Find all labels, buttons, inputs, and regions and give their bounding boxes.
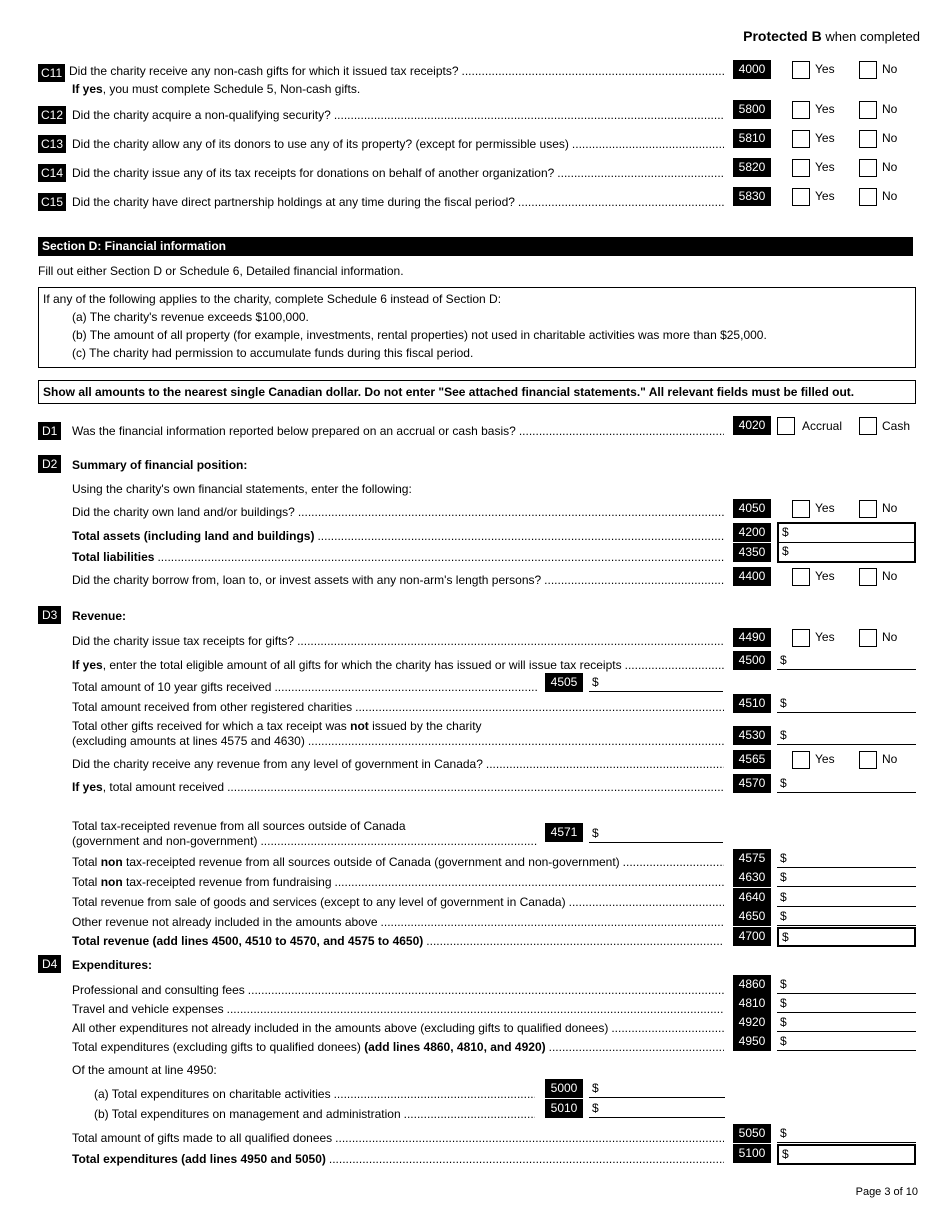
line-code-4510: 4510 (733, 694, 771, 713)
c13-yes-checkbox[interactable] (792, 130, 810, 148)
final-total-expenditures-input[interactable]: $ (777, 1144, 916, 1165)
other-gifts-line2: (excluding amounts at lines 4575 and 4630) ..... (72, 734, 724, 748)
yes-label: Yes (815, 102, 835, 116)
outside-canada-input[interactable]: $ (589, 825, 723, 843)
total-liabilities-input[interactable]: $ (777, 543, 916, 563)
section-d-title: Section D: Financial information (38, 237, 913, 256)
schedule-6-notice-box (38, 287, 916, 368)
other-gifts-input[interactable]: $ (777, 727, 916, 745)
line-code-4570: 4570 (733, 774, 771, 793)
receipts-question: Did the charity issue tax receipts for gifts? ..... (72, 634, 724, 648)
line-code-4505: 4505 (545, 673, 583, 692)
charitable-activities-input[interactable]: $ (589, 1080, 725, 1098)
outside-canada-line1: Total tax-receipted revenue from all sources outside of Canada (72, 819, 406, 833)
line-code-5800: 5800 (733, 100, 771, 119)
line-code-4950: 4950 (733, 1032, 771, 1051)
line-code-5010: 5010 (545, 1099, 583, 1118)
receipts-yes-checkbox[interactable] (792, 629, 810, 647)
d2-title: Summary of financial position: (72, 458, 248, 472)
line-code-4350: 4350 (733, 543, 771, 562)
government-no-checkbox[interactable] (859, 751, 877, 769)
all-other-expenditures-input[interactable]: $ (777, 1014, 916, 1032)
d2-intro: Using the charity's own financial statements, enter the following: (72, 482, 412, 496)
line-code-5810: 5810 (733, 129, 771, 148)
c14-yes-checkbox[interactable] (792, 159, 810, 177)
line-code-5830: 5830 (733, 187, 771, 206)
registered-charities-input[interactable]: $ (777, 695, 916, 713)
line-code-4575: 4575 (733, 849, 771, 868)
government-yes-checkbox[interactable] (792, 751, 810, 769)
c11-note: If yes, you must complete Schedule 5, Non-cash gifts. (72, 82, 361, 96)
yes-label: Yes (815, 569, 835, 583)
question-tag-d2: D2 (38, 455, 61, 473)
question-tag-c12: C12 (38, 106, 66, 124)
fundraising-input[interactable]: $ (777, 869, 916, 887)
sale-of-goods-input[interactable]: $ (777, 889, 916, 907)
c15-yes-checkbox[interactable] (792, 188, 810, 206)
page-number: Page 3 of 10 (855, 1186, 918, 1198)
c11-no-checkbox[interactable] (859, 61, 877, 79)
no-label: No (882, 569, 898, 583)
government-amount-input[interactable]: $ (777, 775, 916, 793)
ten-year-gifts-input[interactable]: $ (589, 674, 723, 692)
total-revenue-label: Total revenue (add lines 4500, 4510 to 4570, and 4575 to 4650) ..... (72, 934, 724, 948)
eligible-gifts-label: If yes, enter the total eligible amount of all gifts for which the charity has issued or will issue tax receipts ..... (72, 658, 724, 672)
line-code-4640: 4640 (733, 888, 771, 907)
land-yes-checkbox[interactable] (792, 500, 810, 518)
no-label: No (882, 501, 898, 515)
yes-label: Yes (815, 160, 835, 174)
government-amount-label: If yes, total amount received ..... (72, 780, 724, 794)
question-tag-c14: C14 (38, 164, 66, 182)
no-label: No (882, 160, 898, 174)
line-code-5100: 5100 (733, 1144, 771, 1163)
c15-no-checkbox[interactable] (859, 188, 877, 206)
registered-charities-label: Total amount received from other registered charities ..... (72, 700, 724, 714)
yes-label: Yes (815, 131, 835, 145)
line-code-4400: 4400 (733, 567, 771, 586)
no-label: No (882, 102, 898, 116)
line-code-4860: 4860 (733, 975, 771, 994)
receipts-no-checkbox[interactable] (859, 629, 877, 647)
c12-no-checkbox[interactable] (859, 101, 877, 119)
all-other-expenditures-label: All other expenditures not already included in the amounts above (excluding gifts to qualified donees) ..... (72, 1021, 724, 1035)
total-expenditures-label: Total expenditures (excluding gifts to qualified donees) (add lines 4860, 4810, and 4920) ..... (72, 1040, 724, 1054)
charitable-activities-label: (a) Total expenditures on charitable activities ..... (94, 1087, 535, 1101)
yes-label: Yes (815, 752, 835, 766)
yes-label: Yes (815, 630, 835, 644)
question-c13: Did the charity allow any of its donors to use any of its property? (except for permissible uses) ..... (72, 137, 724, 151)
travel-expenses-input[interactable]: $ (777, 995, 916, 1013)
no-label: No (882, 131, 898, 145)
other-gifts-line1: Total other gifts received for which a tax receipt was not issued by the charity (72, 719, 482, 733)
total-expenditures-input[interactable]: $ (777, 1033, 916, 1051)
borrow-no-checkbox[interactable] (859, 568, 877, 586)
yes-label: Yes (815, 189, 835, 203)
final-total-expenditures-label: Total expenditures (add lines 4950 and 5050) ..... (72, 1152, 724, 1166)
of-amount-line-4950: Of the amount at line 4950: (72, 1063, 217, 1077)
question-c12: Did the charity acquire a non-qualifying security? ..... (72, 108, 724, 122)
line-code-4200: 4200 (733, 523, 771, 542)
total-liabilities-label: Total liabilities ..... (72, 550, 724, 564)
other-revenue-input[interactable]: $ (777, 908, 916, 926)
cash-label: Cash (882, 419, 911, 433)
line-code-4810: 4810 (733, 994, 771, 1013)
question-tag-d1: D1 (38, 422, 61, 440)
ten-year-gifts-label: Total amount of 10 year gifts received ..... (72, 680, 538, 694)
c12-yes-checkbox[interactable] (792, 101, 810, 119)
line-code-4650: 4650 (733, 907, 771, 926)
eligible-gifts-input[interactable]: $ (777, 652, 916, 670)
line-code-4000: 4000 (733, 60, 771, 79)
accrual-label: Accrual (802, 419, 843, 433)
question-c15: Did the charity have direct partnership holdings at any time during the fiscal period? ..... (72, 195, 724, 209)
d3-title: Revenue: (72, 609, 127, 623)
management-admin-label: (b) Total expenditures on management and administration ..... (94, 1107, 535, 1121)
no-label: No (882, 752, 898, 766)
outside-canada-line2: (government and non-government) ..... (72, 834, 538, 848)
protected-b-label: Protected B when completed (743, 28, 920, 44)
question-tag-c11: C11 (38, 64, 65, 82)
gifts-qualified-donees-input[interactable]: $ (777, 1125, 916, 1143)
line-code-4630: 4630 (733, 868, 771, 887)
question-tag-d4: D4 (38, 955, 61, 973)
line-code-5000: 5000 (545, 1079, 583, 1098)
non-tax-receipted-outside-input[interactable]: $ (777, 850, 916, 868)
government-revenue-question: Did the charity receive any revenue from any level of government in Canada? ..... (72, 757, 724, 771)
question-tag-d3: D3 (38, 606, 61, 624)
professional-fees-label: Professional and consulting fees ..... (72, 983, 724, 997)
question-c14: Did the charity issue any of its tax receipts for donations on behalf of another organization? ..... (72, 166, 724, 180)
line-code-4020: 4020 (733, 416, 771, 435)
d4-title: Expenditures: (72, 958, 153, 972)
amounts-notice: Show all amounts to the nearest single Canadian dollar. Do not enter "See attached financial statements." All relevant fields must be filled out. (38, 380, 916, 404)
yes-label: Yes (815, 62, 835, 76)
line-code-4050: 4050 (733, 499, 771, 518)
line-code-5050: 5050 (733, 1124, 771, 1143)
other-revenue-label: Other revenue not already included in the amounts above ..... (72, 915, 724, 929)
box-item-a: (a) The charity's revenue exceeds $100,000. (72, 310, 309, 324)
line-code-4530: 4530 (733, 726, 771, 745)
box-lead: If any of the following applies to the charity, complete Schedule 6 instead of Section D: (43, 292, 502, 306)
c11-yes-checkbox[interactable] (792, 61, 810, 79)
c14-no-checkbox[interactable] (859, 159, 877, 177)
borrow-question: Did the charity borrow from, loan to, or invest assets with any non-arm's length persons? ..... (72, 573, 724, 587)
no-label: No (882, 62, 898, 76)
question-c11: Did the charity receive any non-cash gifts for which it issued tax receipts? ..... (69, 64, 724, 78)
line-code-4500: 4500 (733, 651, 771, 670)
line-code-4490: 4490 (733, 628, 771, 647)
travel-expenses-label: Travel and vehicle expenses ..... (72, 1002, 724, 1016)
total-assets-label: Total assets (including land and buildings) ..... (72, 529, 724, 543)
line-code-5820: 5820 (733, 158, 771, 177)
total-assets-input[interactable]: $ (777, 522, 916, 543)
land-no-checkbox[interactable] (859, 500, 877, 518)
land-question: Did the charity own land and/or buildings? ..... (72, 505, 724, 519)
question-d1: Was the financial information reported below prepared on an accrual or cash basis? ..... (72, 424, 724, 438)
professional-fees-input[interactable]: $ (777, 976, 916, 994)
non-tax-receipted-outside-label: Total non tax-receipted revenue from all sources outside of Canada (government and non-government) ..... (72, 855, 724, 869)
line-code-4565: 4565 (733, 750, 771, 769)
line-code-4700: 4700 (733, 927, 771, 946)
no-label: No (882, 189, 898, 203)
line-code-4571: 4571 (545, 823, 583, 842)
question-tag-c15: C15 (38, 193, 66, 211)
question-tag-c13: C13 (38, 135, 66, 153)
no-label: No (882, 630, 898, 644)
box-item-c: (c) The charity had permission to accumulate funds during this fiscal period. (72, 346, 474, 360)
yes-label: Yes (815, 501, 835, 515)
sale-of-goods-label: Total revenue from sale of goods and services (except to any level of government in Canada) ..... (72, 895, 724, 909)
borrow-yes-checkbox[interactable] (792, 568, 810, 586)
management-admin-input[interactable]: $ (589, 1100, 725, 1118)
total-revenue-input[interactable]: $ (777, 927, 916, 947)
box-item-b: (b) The amount of all property (for example, investments, rental properties) not used in charitable activities was more than $25,000. (72, 328, 767, 342)
c13-no-checkbox[interactable] (859, 130, 877, 148)
fundraising-label: Total non tax-receipted revenue from fundraising ..... (72, 875, 724, 889)
cash-checkbox[interactable] (859, 417, 877, 435)
line-code-4920: 4920 (733, 1013, 771, 1032)
gifts-qualified-donees-label: Total amount of gifts made to all qualified donees ..... (72, 1131, 724, 1145)
section-d-intro: Fill out either Section D or Schedule 6, Detailed financial information. (38, 264, 404, 278)
accrual-checkbox[interactable] (777, 417, 795, 435)
